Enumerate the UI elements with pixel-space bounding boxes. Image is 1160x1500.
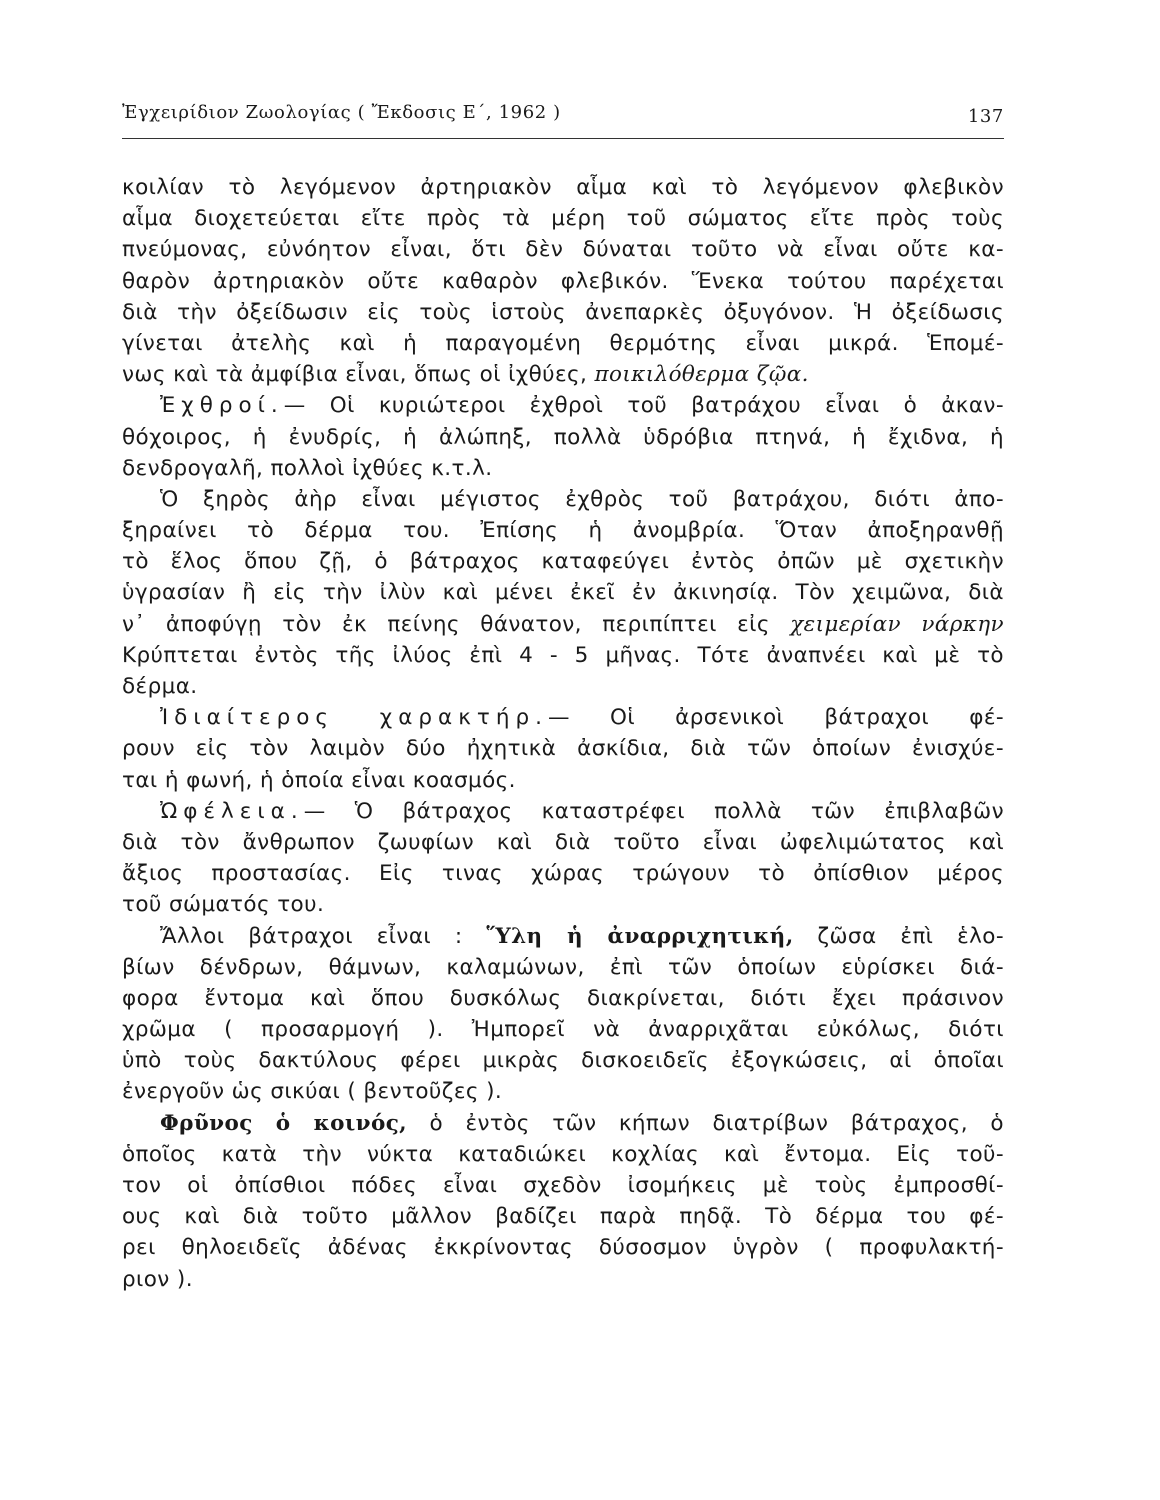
text-line: ἄξιος προστασίας. Εἰς τινας χώρας τρώγουν τὸ ὀπίσθιον μέρος bbox=[122, 861, 1004, 887]
text-line: ὑπὸ τοὺς δακτύλους φέρει μικρὰς δισκοειδεῖς ἐξογκώσεις, αἱ ὁποῖαι bbox=[122, 1048, 1004, 1074]
text-line: ξηραίνει τὸ δέρμα του. Ἐπίσης ἡ ἀνομβρία. Ὅταν ἀποξηρανθῇ bbox=[122, 518, 1004, 544]
page-number: 137 bbox=[967, 106, 1004, 127]
text-line: θόχοιρος, ἡ ἐνυδρίς, ἡ ἀλώπηξ, πολλὰ ὑδρόβια πτηνά, ἡ ἔχιδνα, ἡ bbox=[122, 424, 1004, 450]
text-line: αἷμα διοχετεύεται εἴτε πρὸς τὰ μέρη τοῦ σώματος εἴτε πρὸς τοὺς bbox=[122, 206, 1004, 232]
text-line bbox=[122, 796, 1004, 827]
text-line: βίων δένδρων, θάμνων, καλαμώνων, ἐπὶ τῶν ὁποίων εὑρίσκει διά- bbox=[122, 954, 1004, 980]
text-line: κοιλίαν τὸ λεγόμενον ἀρτηριακὸν αἷμα καὶ τὸ λεγόμενον φλεβικὸν bbox=[122, 175, 1004, 200]
text-line: ὑγρασίαν ἢ εἰς τὴν ἰλὺν καὶ μένει ἐκεῖ ἐν ἀκινησίᾳ. Τὸν χειμῶνα, διὰ bbox=[122, 580, 1004, 606]
text-run: — Οἱ ἀρσενικοὶ βάτραχοι φέ- bbox=[547, 705, 1005, 731]
text-line bbox=[122, 390, 1004, 421]
text-line: Κρύπτεται ἐντὸς τῆς ἰλύος ἐπὶ 4 - 5 μῆνας. Τότε ἀναπνέει καὶ μὲ τὸ bbox=[122, 642, 1004, 668]
paragraph-toad bbox=[122, 1108, 1004, 1295]
text-line bbox=[122, 359, 1004, 390]
text-line bbox=[122, 609, 1004, 640]
text-line: χρῶμα ( προσαρμογή ). Ἠμπορεῖ νὰ ἀναρριχᾶται εὐκόλως, διότι bbox=[122, 1017, 1004, 1043]
text-run: — Οἱ κυριώτεροι ἐχθροὶ τοῦ βατράχου εἶναι ὁ ἀκαν- bbox=[283, 393, 1004, 419]
section-heading-characteristic: Ἰδιαίτερος χαρακτήρ. bbox=[160, 705, 548, 731]
text-line: τὸ ἕλος ὅπου ζῇ, ὁ βάτραχος καταφεύγει ἐντὸς ὀπῶν μὲ σχετικὴν bbox=[122, 549, 1004, 575]
italic-term: χειμερίαν νάρκην bbox=[790, 611, 1004, 637]
text-line: τον οἱ ὀπίσθιοι πόδες εἶναι σχεδὸν ἰσομήκεις μὲ τοὺς ἐμπροσθί- bbox=[122, 1173, 1004, 1198]
text-run: ζῶσα ἐπὶ ἑλο- bbox=[817, 923, 1005, 949]
paragraph-dry-air bbox=[122, 484, 1004, 702]
header-rule bbox=[122, 138, 1004, 139]
paragraph-characteristic bbox=[122, 702, 1004, 796]
text-line: δενδρογαλῆ, πολλοὶ ἰχθύες κ.τ.λ. bbox=[122, 455, 493, 481]
page-body bbox=[122, 172, 1004, 1295]
text-line: τοῦ σώματός του. bbox=[122, 892, 325, 918]
text-line: γίνεται ἀτελὴς καὶ ἡ παραγομένη θερμότης εἶναι μικρά. Ἑπομέ- bbox=[122, 330, 1004, 356]
text-line bbox=[122, 921, 1004, 952]
section-heading-enemies: Ἐχθροί. bbox=[160, 393, 284, 419]
text-line: ὁποῖος κατὰ τὴν νύκτα καταδιώκει κοχλίας καὶ ἔντομα. Εἰς τοῦ- bbox=[122, 1141, 1004, 1167]
species-name-hyla: Ὕλη ἡ ἀναρριχητική, bbox=[486, 923, 794, 949]
paragraph-benefit bbox=[122, 796, 1004, 921]
text-line: ται ἡ φωνή, ἡ ὁποία εἶναι κοασμός. bbox=[122, 767, 516, 793]
paragraph-enemies bbox=[122, 390, 1004, 484]
text-line: Ὁ ξηρὸς ἀὴρ εἶναι μέγιστος ἐχθρὸς τοῦ βατράχου, διότι ἀπο- bbox=[160, 486, 1004, 512]
text-line bbox=[122, 702, 1004, 733]
running-header bbox=[122, 98, 1004, 132]
header-title: Ἐγχειρίδιον Ζωολογίας ( Ἔκδοσις Ε΄, 1962 ) bbox=[122, 102, 561, 123]
text-line: ριον ). bbox=[122, 1266, 193, 1292]
species-name-toad: Φρῦνος ὁ κοινός, bbox=[160, 1110, 408, 1136]
text-run: Ἄλλοι βάτραχοι εἶναι : bbox=[160, 923, 463, 949]
text-line: ρουν εἰς τὸν λαιμὸν δύο ἠχητικὰ ἀσκίδια, διὰ τῶν ὁποίων ἐνισχύε- bbox=[122, 736, 1004, 762]
text-line bbox=[122, 1108, 1004, 1139]
paragraph-other-frogs bbox=[122, 921, 1004, 1108]
text-line: δέρμα. bbox=[122, 674, 198, 699]
text-run: ν᾽ ἀποφύγῃ τὸν ἐκ πείνης θάνατον, περιπίπτει εἰς bbox=[122, 611, 770, 637]
text-line: ους καὶ διὰ τοῦτο μᾶλλον βαδίζει παρὰ πηδᾷ. Τὸ δέρμα του φέ- bbox=[122, 1204, 1004, 1230]
text-line: θαρὸν ἀρτηριακὸν οὔτε καθαρὸν φλεβικόν. Ἕνεκα τούτου παρέχεται bbox=[122, 268, 1004, 294]
paragraph-1 bbox=[122, 172, 1004, 390]
text-line: φορα ἔντομα καὶ ὅπου δυσκόλως διακρίνεται, διότι ἔχει πράσινον bbox=[122, 985, 1004, 1011]
text-line: διὰ τὸν ἄνθρωπον ζωυφίων καὶ διὰ τοῦτο εἶναι ὠφελιμώτατος καὶ bbox=[122, 829, 1004, 855]
text-run: νως καὶ τὰ ἀμφίβια εἶναι, ὅπως οἱ ἰχθύες, bbox=[122, 362, 588, 388]
text-run: ὁ ἐντὸς τῶν κήπων διατρίβων βάτραχος, ὁ bbox=[429, 1110, 1004, 1136]
text-line: ρει θηλοειδεῖς ἀδένας ἐκκρίνοντας δύσοσμον ὑγρὸν ( προφυλακτή- bbox=[122, 1235, 1004, 1261]
text-line: διὰ τὴν ὀξείδωσιν εἰς τοὺς ἱστοὺς ἀνεπαρκὲς ὀξυγόνον. Ἡ ὀξείδωσις bbox=[122, 299, 1004, 325]
section-heading-benefit: Ὠφέλεια. bbox=[160, 798, 304, 824]
text-run: — Ὁ βάτραχος καταστρέφει πολλὰ τῶν ἐπιβλαβῶν bbox=[303, 798, 1004, 824]
italic-term: ποικιλόθερμα ζῷα. bbox=[594, 362, 809, 388]
text-line: ἐνεργοῦν ὡς σικύαι ( βεντοῦζες ). bbox=[122, 1079, 503, 1105]
text-line: πνεύμονας, εὐνόητον εἶναι, ὅτι δὲν δύναται τοῦτο νὰ εἶναι οὔτε κα- bbox=[122, 237, 1004, 263]
